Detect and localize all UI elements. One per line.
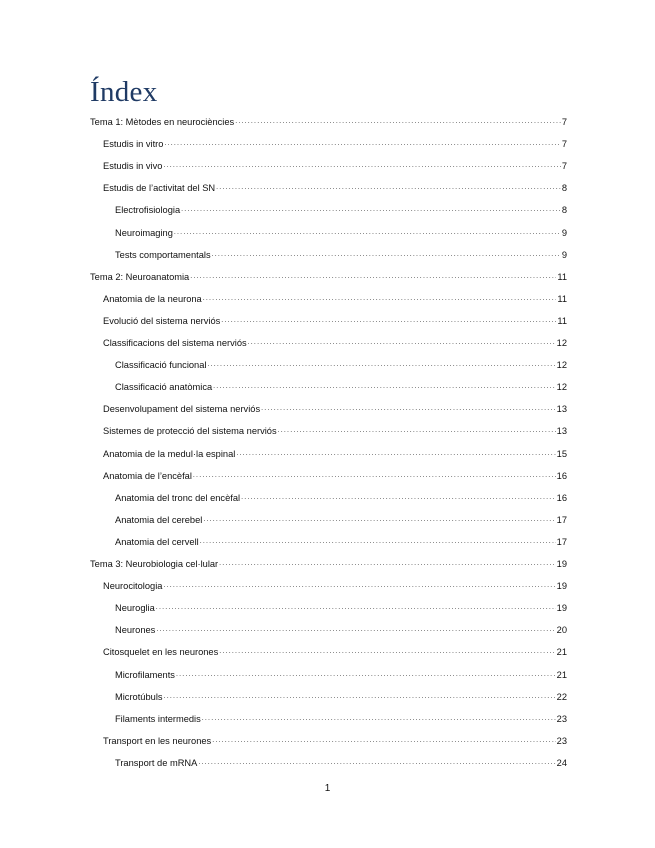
toc-entry-page-number: 24 [556, 757, 567, 768]
toc-entry[interactable] [103, 444, 567, 460]
toc-dot-leader [164, 139, 560, 149]
toc-entry-page-number: 19 [556, 581, 567, 592]
toc-entry-label: Estudis in vitro [103, 139, 164, 150]
toc-entry[interactable] [103, 311, 567, 327]
toc-entry-page-number: 11 [557, 315, 567, 326]
toc-entry-page-number: 12 [556, 338, 567, 348]
toc-dot-leader [219, 559, 556, 569]
toc-dot-leader [190, 272, 556, 282]
toc-dot-leader [235, 117, 561, 127]
toc-entry[interactable] [90, 267, 567, 283]
toc-entry[interactable] [103, 156, 567, 172]
toc-entry-label: Electrofisiologia [115, 205, 181, 216]
toc-dot-leader [163, 161, 560, 171]
toc-entry-page-number: 21 [556, 647, 567, 658]
toc-entry[interactable] [115, 223, 567, 239]
toc-entry-page-number: 19 [556, 559, 567, 569]
toc-entry[interactable] [103, 642, 567, 658]
toc-dot-leader [203, 515, 555, 525]
toc-entry-label: Transport en les neurones [103, 735, 212, 746]
toc-entry[interactable] [103, 399, 567, 415]
toc-entry[interactable] [115, 665, 567, 681]
toc-entry-page-number: 22 [556, 691, 567, 702]
toc-dot-leader [198, 758, 555, 768]
toc-entry[interactable] [115, 598, 567, 614]
toc-dot-leader [203, 294, 557, 304]
toc-entry-page-number: 7 [561, 117, 567, 127]
toc-entry[interactable] [103, 289, 567, 305]
toc-entry-label: Estudis de l’activitat del SN [103, 183, 216, 194]
toc-entry-label: Microtúbuls [115, 691, 163, 702]
toc-entry-label: Anatomia del cerebel [115, 514, 203, 525]
toc-entry-label: Desenvolupament del sistema nerviós [103, 404, 261, 415]
toc-entry-page-number: 11 [557, 271, 567, 282]
toc-entry-label: Evolució del sistema nerviós [103, 315, 221, 326]
toc-entry-label: Anatomia de l’encèfal [103, 470, 192, 481]
toc-entry-page-number: 23 [556, 713, 567, 724]
toc-dot-leader [202, 714, 556, 724]
toc-entry-page-number: 7 [561, 161, 567, 172]
toc-entry-page-number: 9 [561, 249, 567, 260]
toc-entry-page-number: 13 [556, 426, 567, 437]
toc-entry-label: Anatomia de la neurona [103, 293, 202, 304]
toc-entry-label: Filaments intermedis [115, 713, 201, 724]
toc-entry[interactable] [90, 112, 567, 128]
toc-entry[interactable] [115, 200, 567, 216]
toc-dot-leader [176, 670, 556, 680]
toc-entry-page-number: 19 [556, 603, 567, 614]
toc-entry[interactable] [103, 576, 567, 592]
toc-dot-leader [212, 250, 561, 260]
toc-dot-leader [200, 537, 556, 547]
toc-dot-leader [278, 426, 556, 436]
toc-entry-page-number: 7 [561, 139, 567, 150]
toc-entry-label: Citosquelet en les neurones [103, 647, 219, 658]
toc-entry-label: Transport de mRNA [115, 757, 198, 768]
toc-entry-page-number: 8 [561, 205, 567, 216]
toc-entry-page-number: 21 [556, 669, 567, 680]
toc-entry-label: Neurocitologia [103, 581, 163, 592]
toc-dot-leader [163, 581, 555, 591]
toc-entry-label: Estudis in vivo [103, 161, 163, 172]
toc-entry-label: Neuroimaging [115, 227, 173, 238]
toc-entry-page-number: 12 [556, 382, 567, 393]
toc-dot-leader [213, 382, 556, 392]
page-number: 1 [324, 783, 331, 794]
toc-entry-label: Tema 3: Neurobiologia cel·lular [90, 559, 219, 569]
toc-dot-leader [156, 603, 556, 613]
toc-dot-leader [248, 338, 556, 348]
toc-entry-label: Classificació funcional [115, 360, 207, 371]
toc-entry-label: Sistemes de protecció del sistema nerviós [103, 426, 277, 437]
toc-entry-page-number: 9 [561, 227, 567, 238]
toc-entry[interactable] [115, 620, 567, 636]
toc-dot-leader [219, 647, 555, 657]
toc-entry[interactable] [103, 731, 567, 747]
toc-dot-leader [221, 316, 556, 326]
toc-entry-label: Anatomia del cervell [115, 536, 199, 547]
toc-entry[interactable] [115, 709, 567, 725]
toc-entry[interactable] [103, 466, 567, 482]
toc-entry[interactable] [103, 333, 567, 349]
toc-entry[interactable] [115, 753, 567, 769]
toc-entry[interactable] [115, 355, 567, 371]
toc-entry-label: Anatomia del tronc del encèfal [115, 492, 241, 503]
toc-entry[interactable] [115, 377, 567, 393]
toc-entry-page-number: 15 [556, 448, 567, 459]
toc-entry-page-number: 17 [556, 514, 567, 525]
toc-entry-page-number: 13 [556, 404, 567, 415]
toc-entry[interactable] [115, 510, 567, 526]
toc-dot-leader [261, 404, 556, 414]
toc-entry-page-number: 16 [556, 470, 567, 481]
toc-dot-leader [241, 493, 556, 503]
toc-dot-leader [156, 625, 555, 635]
toc-entry-label: Neuroglia [115, 603, 155, 614]
toc-entry[interactable] [103, 178, 567, 194]
toc-entry-page-number: 11 [557, 293, 567, 304]
toc-entry-label: Tema 2: Neuroanatomia [90, 271, 190, 282]
toc-dot-leader [216, 183, 561, 193]
toc-dot-leader [193, 471, 556, 481]
toc-entry[interactable] [115, 245, 567, 261]
toc-entry-label: Microfilaments [115, 669, 175, 680]
toc-entry[interactable] [103, 421, 567, 437]
toc-entry-label: Tests comportamentals [115, 249, 211, 260]
toc-dot-leader [236, 449, 555, 459]
toc-entry-page-number: 20 [556, 625, 567, 636]
toc-entry-label: Classificació anatòmica [115, 382, 213, 393]
toc-dot-leader [212, 736, 555, 746]
toc-entry[interactable] [103, 134, 567, 150]
toc-entry-page-number: 17 [556, 536, 567, 547]
toc-entry-label: Tema 1: Mètodes en neurociències [90, 117, 235, 127]
toc-dot-leader [207, 360, 555, 370]
toc-entry[interactable] [90, 554, 567, 570]
toc-entry-label: Classificacions del sistema nerviós [103, 338, 247, 348]
toc-entry-page-number: 23 [556, 735, 567, 746]
toc-entry-label: Anatomia de la medul·la espinal [103, 448, 236, 459]
toc-entry[interactable] [115, 687, 567, 703]
toc-entry-label: Neurones [115, 625, 156, 636]
toc-entry-page-number: 8 [561, 183, 567, 194]
page-title: Índex [90, 76, 158, 108]
toc-dot-leader [181, 205, 561, 215]
toc-dot-leader [164, 692, 556, 702]
toc-dot-leader [174, 228, 561, 238]
toc-entry[interactable] [115, 488, 567, 504]
toc-entry[interactable] [115, 532, 567, 548]
toc-entry-page-number: 16 [556, 492, 567, 503]
toc-entry-page-number: 12 [556, 360, 567, 371]
